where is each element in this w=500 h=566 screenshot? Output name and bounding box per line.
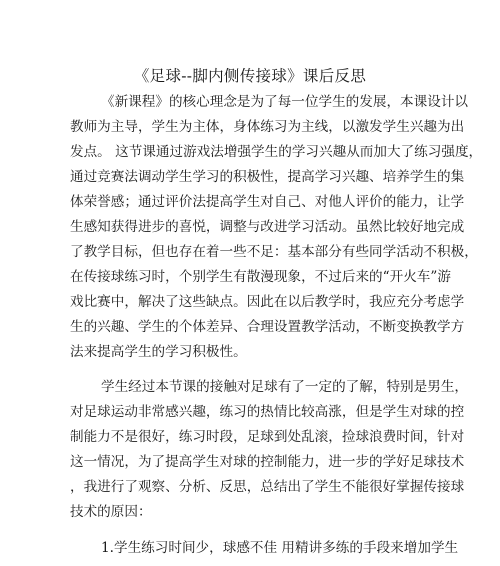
paragraph-line: 这一情况，为了提高学生对球的控制能力，进一步的学好足球技术 [70, 454, 465, 470]
paragraph-line: 了教学目标，但也存在着一些不足：基本部分有些同学活动不积极， [70, 244, 478, 260]
paragraph-line: 生的兴趣、学生的个体差异、合理设置教学活动，不断变换教学方 [70, 319, 465, 335]
paragraph-line: 法来提高学生的学习积极性。 [70, 344, 247, 360]
paragraph-line: ，我进行了观察、分析、反思，总结出了学生不能很好掌握传接球 [70, 479, 465, 495]
paragraph-line: 学生经过本节课的接触对足球有了一定的了解，特别是男生， [101, 379, 469, 395]
paragraph-line: 体荣誉感；通过评价法提高学生对自己、对他人评价的能力，让学 [70, 194, 465, 210]
list-item: 1.学生练习时间少，球感不佳 用精讲多练的手段来增加学生 [101, 540, 459, 556]
paragraph-line: 制能力不是很好，练习时段，足球到处乱滚，捡球浪费时间，针对 [70, 429, 465, 445]
paragraph-line: 戏比赛中，解决了这些缺点。因此在以后教学时，我应充分考虑学 [70, 294, 465, 310]
paragraph-line: 技术的原因： [70, 504, 152, 520]
paragraph-line: 《新课程》的核心理念是为了每一位学生的发展，本课设计以 [101, 94, 469, 110]
document-title: 《足球--脚内侧传接球》课后反思 [133, 67, 367, 85]
paragraph-line: 生感知获得进步的喜悦，调整与改进学习活动。虽然比较好地完成 [70, 219, 465, 235]
paragraph-line: 在传接球练习时，个别学生有散漫现象，不过后来的“开火车”游 [70, 269, 451, 285]
paragraph-line: 对足球运动非常感兴趣，练习的热情比较高涨，但是学生对球的控 [70, 404, 465, 420]
paragraph-line: 通过竞赛法调动学生学习的积极性，提高学习兴趣、培养学生的集 [70, 169, 465, 185]
paragraph-line: 发点。 这节课通过游戏法增强学生的学习兴趣从而加大了练习强度， [70, 144, 483, 160]
paragraph-line: 教师为主导，学生为主体，身体练习为主线，以激发学生兴趣为出 [70, 119, 465, 135]
